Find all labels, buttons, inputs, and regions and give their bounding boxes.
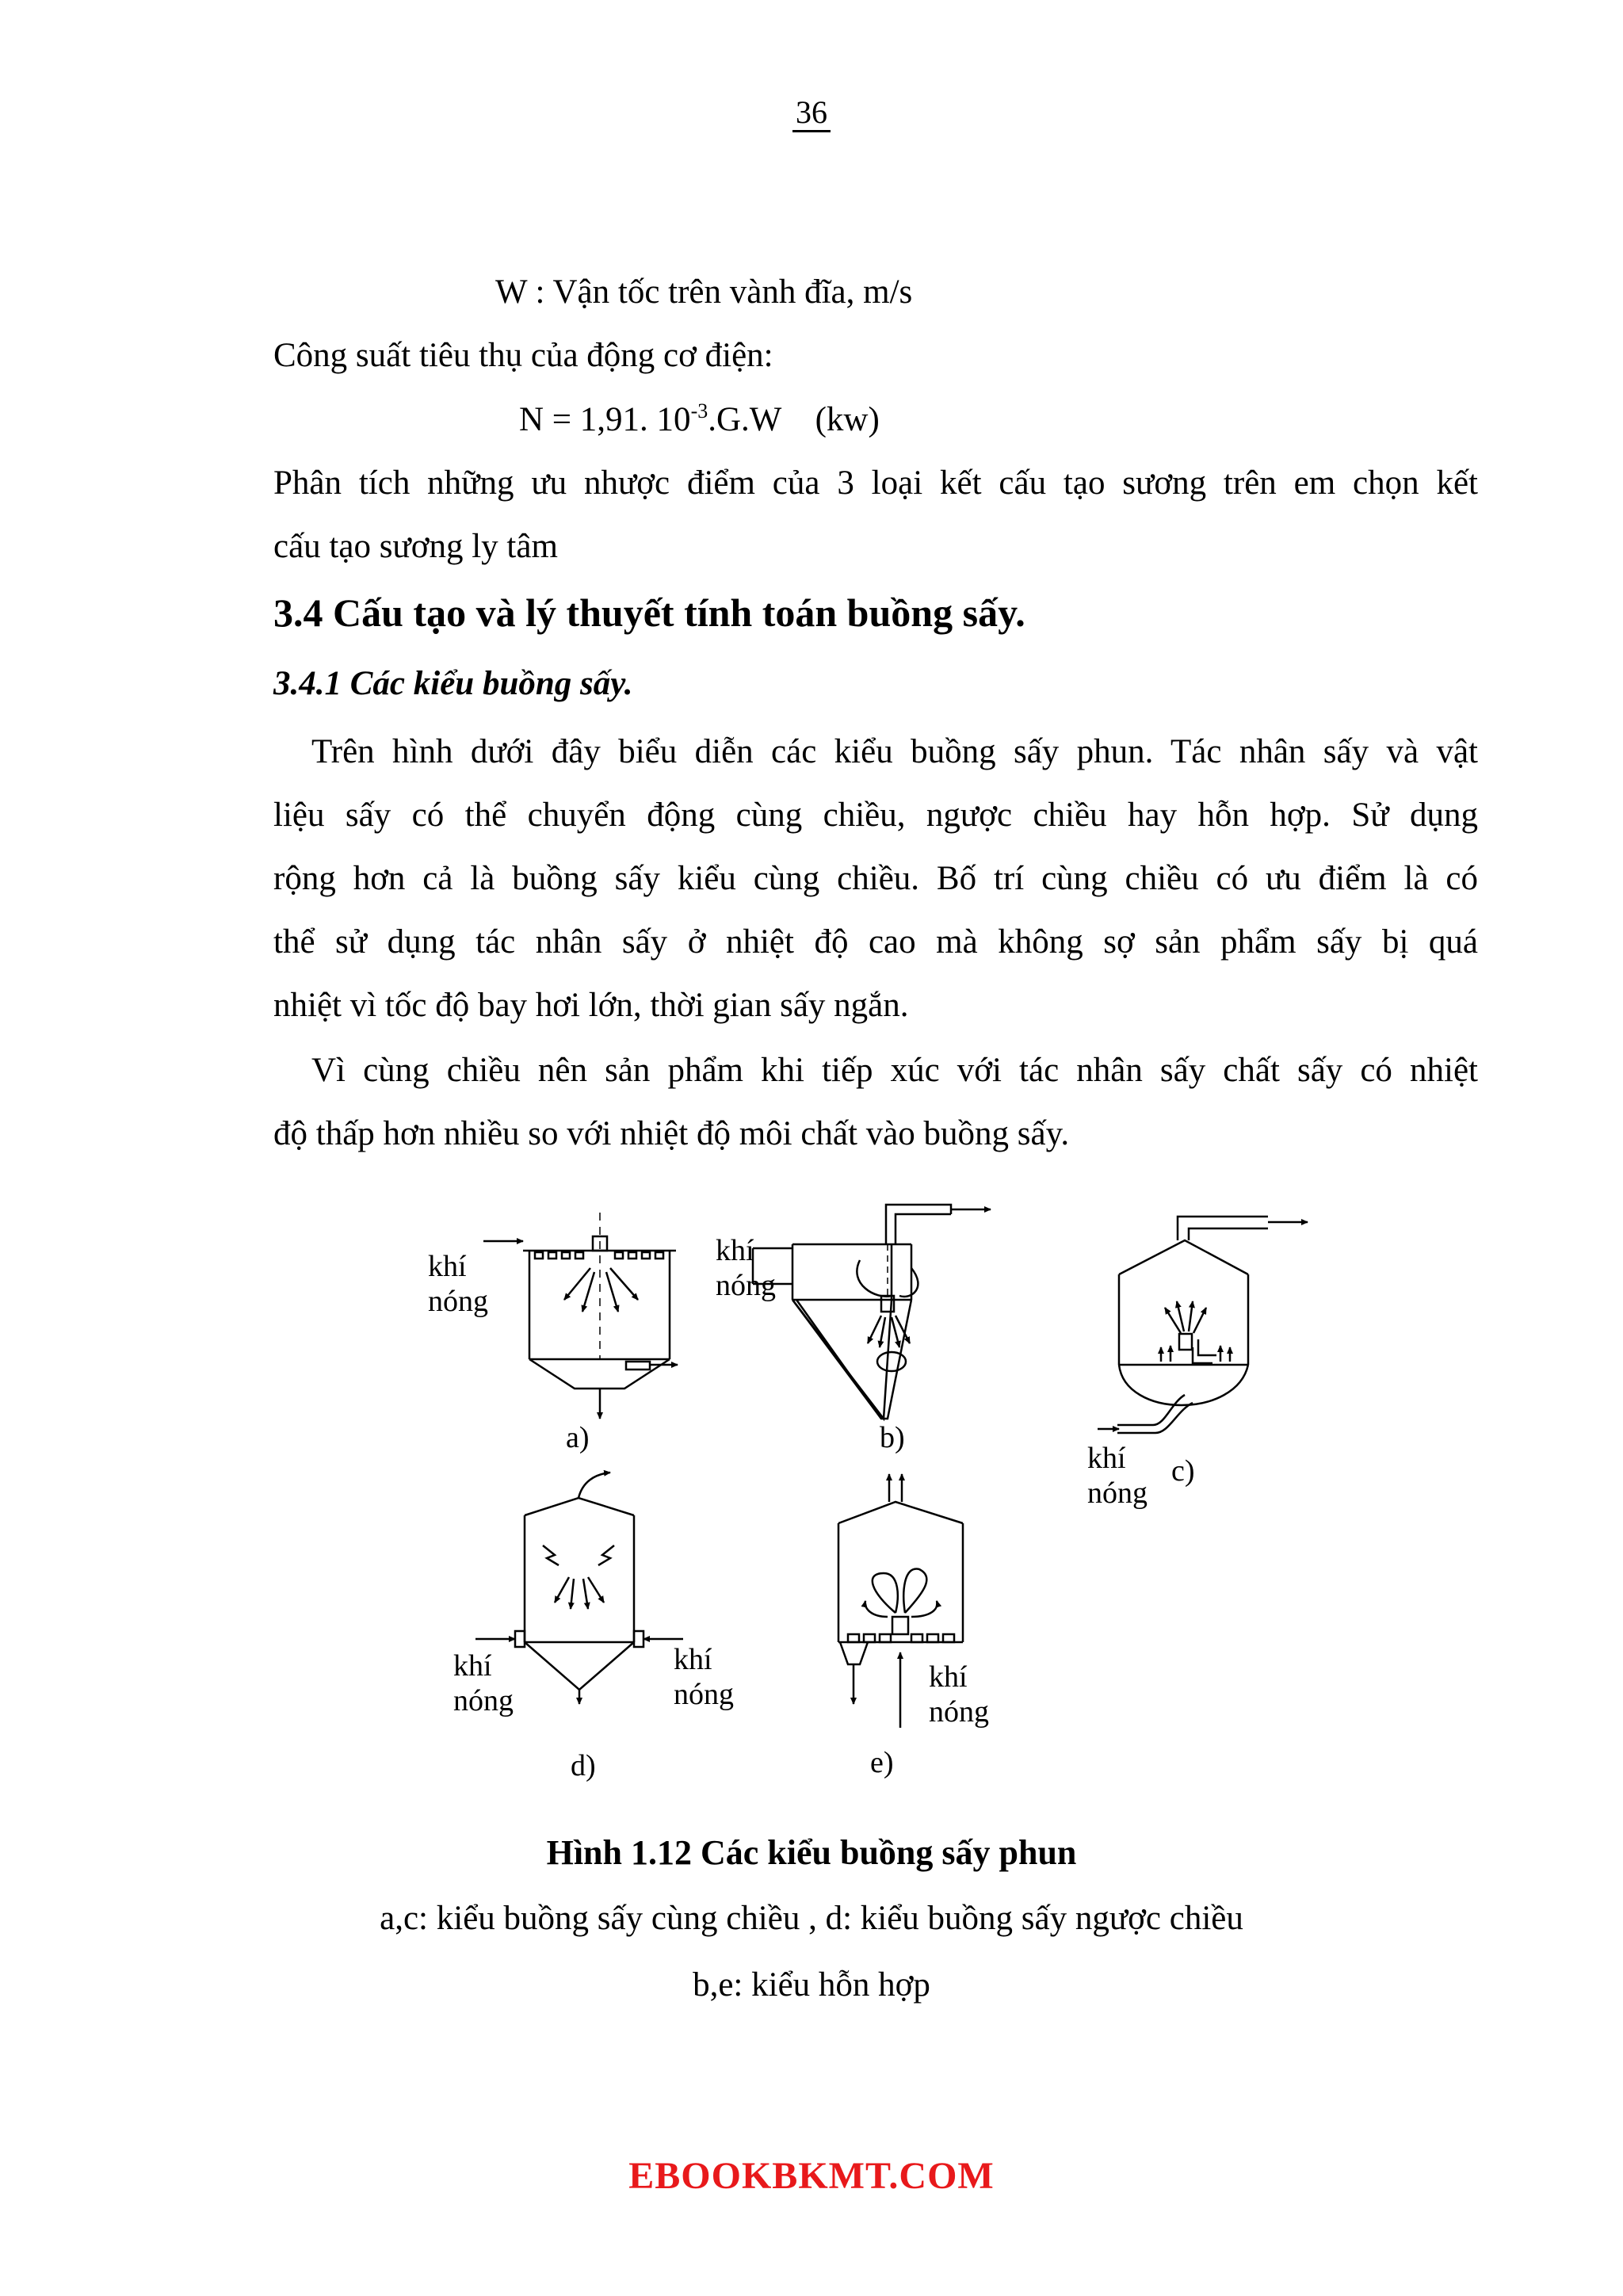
dryer-b: [753, 1205, 991, 1419]
dryer-e-label-khi: khí: [929, 1660, 968, 1694]
dryer-b-label-khi: khí: [716, 1234, 754, 1267]
paragraph-2-line-1: Vì cùng chiều nên sản phẩm khi tiếp xúc với tác nhân sấy chất sấy có nhiệt: [311, 1052, 1478, 1089]
paragraph-1-line-3: rộng hơn cả là buồng sấy kiểu cùng chiều. Bố trí cùng chiều có ưu điểm là có: [273, 860, 1478, 897]
dryer-c-label-khi: khí: [1087, 1442, 1126, 1475]
dryer-d: [475, 1473, 683, 1704]
subsection-heading: 3.4.1 Các kiểu buồng sấy.: [273, 665, 633, 702]
paragraph-1-line-2: liệu sấy có thể chuyển động cùng chiều, ngược chiều hay hỗn hợp. Sử dụng: [273, 797, 1478, 834]
figure-caption-title: Hình 1.12 Các kiểu buồng sấy phun: [546, 1833, 1077, 1872]
dryer-a-letter: a): [566, 1421, 590, 1454]
dryer-a-label-khi: khí: [428, 1250, 467, 1283]
dryer-a-label-nong: nóng: [428, 1285, 488, 1318]
paragraph-1-line-4: thể sử dụng tác nhân sấy ở nhiệt độ cao mà không sợ sản phẩm sấy bị quá: [273, 923, 1478, 961]
dryer-d-label-khi-left: khí: [453, 1649, 492, 1683]
formula-suffix: .G.W (kw): [708, 401, 880, 438]
dryer-c: [1098, 1217, 1308, 1433]
page-number-text: 36: [792, 94, 831, 132]
figure-caption-line-2: b,e: kiểu hỗn hợp: [693, 1966, 930, 2004]
dryer-c-label-nong: nóng: [1087, 1477, 1148, 1510]
analysis-line-2: cấu tạo sương ly tâm: [273, 528, 558, 565]
dryer-a: [483, 1213, 678, 1419]
dryer-c-letter: c): [1171, 1454, 1195, 1488]
footer-watermark: EBOOKBKMT.COM: [628, 2155, 995, 2197]
paragraph-1-line-1: Trên hình dưới đây biểu diễn các kiểu buồng sấy phun. Tác nhân sấy và vật: [311, 733, 1478, 770]
dryer-d-label-khi-right: khí: [674, 1643, 712, 1676]
paragraph-2-line-2: độ thấp hơn nhiều so với nhiệt độ môi chất vào buồng sấy.: [273, 1115, 1070, 1152]
dryer-d-letter: d): [571, 1749, 596, 1782]
dryer-e-label-nong: nóng: [929, 1695, 989, 1729]
dryer-e-letter: e): [870, 1746, 894, 1779]
section-heading: 3.4 Cấu tạo và lý thuyết tính toán buồng sấy.: [273, 590, 1025, 635]
figure-caption-line-1: a,c: kiểu buồng sấy cùng chiều , d: kiểu buồng sấy ngược chiều: [380, 1900, 1243, 1937]
power-label: Công suất tiêu thụ của động cơ điện:: [273, 337, 773, 374]
dryer-d-label-nong-right: nóng: [674, 1678, 734, 1711]
dryer-b-letter: b): [880, 1421, 905, 1454]
analysis-line-1: Phân tích những ưu nhược điểm của 3 loại kết cấu tạo sương trên em chọn kết: [273, 464, 1478, 502]
dryer-b-label-nong: nóng: [716, 1269, 776, 1302]
paragraph-1-line-5: nhiệt vì tốc độ bay hơi lớn, thời gian sấy ngắn.: [273, 987, 909, 1024]
formula-prefix: N = 1,91. 10: [519, 401, 691, 438]
w-definition: W : Vận tốc trên vành đĩa, m/s: [495, 273, 913, 311]
formula-exponent: -3: [690, 399, 708, 422]
dryer-d-label-nong-left: nóng: [453, 1684, 514, 1717]
